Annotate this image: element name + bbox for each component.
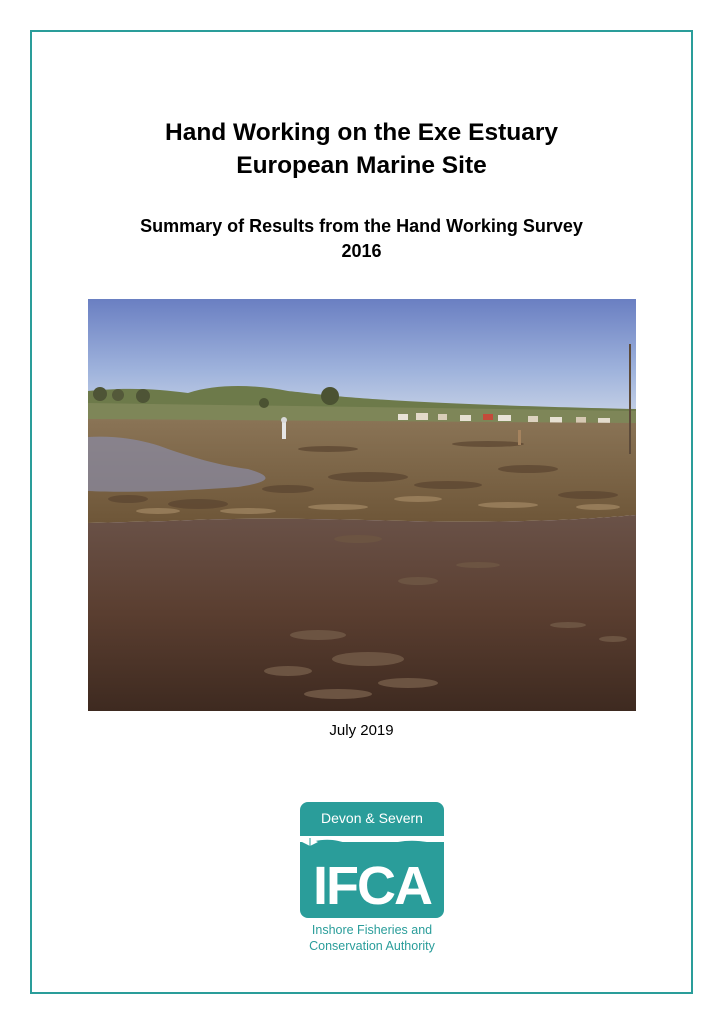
logo-acronym: IFCA [313, 856, 431, 916]
document-title [30, 116, 693, 182]
logo-full-name-line-1: Inshore Fisheries and [311, 923, 433, 937]
logo-mark [300, 842, 444, 918]
fish-wave-icon [300, 834, 444, 854]
logo-full-name [280, 922, 464, 954]
subtitle-line-1: Summary of Results from the Hand Working Survey [140, 216, 583, 236]
title-line-1: Hand Working on the Exe Estuary [165, 119, 558, 146]
subtitle-line-2: 2016 [341, 241, 382, 261]
logo-region: Devon & Severn [300, 802, 444, 836]
document-subtitle [30, 214, 693, 264]
logo-full-name-line-2: Conservation Authority [309, 939, 435, 953]
title-line-2: European Marine Site [236, 152, 487, 179]
publication-date: July 2019 [329, 722, 394, 739]
estuary-photo [88, 299, 636, 711]
